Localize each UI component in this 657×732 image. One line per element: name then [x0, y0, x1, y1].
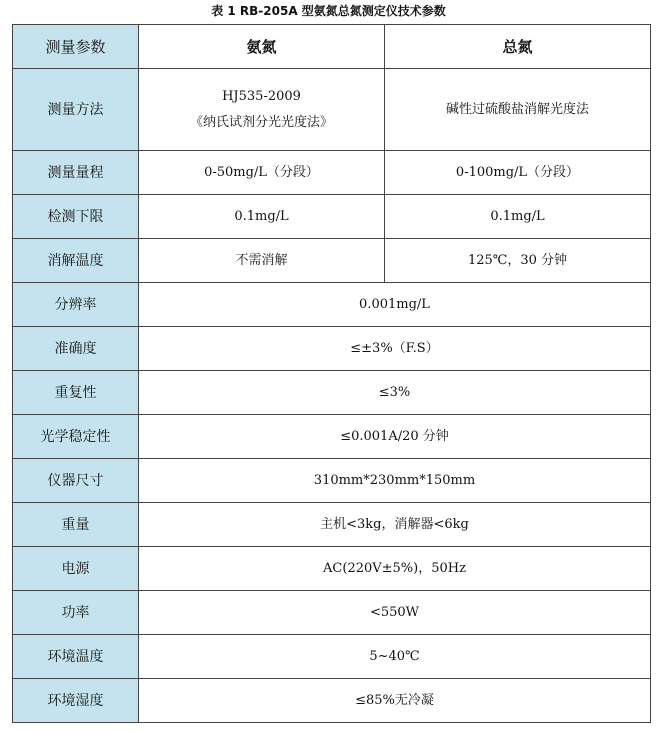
table-row	[13, 679, 651, 723]
table-row	[13, 591, 651, 635]
row-label: 检测下限	[13, 195, 139, 239]
shared-value-cell: ≤85%无冷凝	[139, 679, 651, 723]
ammonia-value-cell: 不需消解	[139, 239, 385, 283]
row-label: 环境温度	[13, 635, 139, 679]
table-row	[13, 283, 651, 327]
row-label: 消解温度	[13, 239, 139, 283]
spec-table	[12, 24, 651, 723]
table-row	[13, 327, 651, 371]
table-row	[13, 503, 651, 547]
shared-value-cell: 0.001mg/L	[139, 283, 651, 327]
row-label: 重复性	[13, 371, 139, 415]
shared-value-cell: ≤±3%（F.S）	[139, 327, 651, 371]
shared-value-cell: 5~40℃	[139, 635, 651, 679]
ammonia-method-cell	[139, 69, 385, 151]
total-nitrogen-value-cell: 125℃，30 分钟	[385, 239, 651, 283]
row-label: 功率	[13, 591, 139, 635]
header-param-cell: 测量参数	[13, 25, 139, 69]
header-ammonia-cell: 氨氮	[139, 25, 385, 69]
ammonia-method-name: 《纳氏试剂分光光度法》	[189, 114, 333, 130]
row-label: 环境湿度	[13, 679, 139, 723]
table-caption: 表 1 RB-205A 型氨氮总氮测定仪技术参数	[211, 4, 446, 18]
ammonia-method-standard: HJ535-2009	[222, 88, 301, 104]
row-label: 光学稳定性	[13, 415, 139, 459]
table-row	[13, 547, 651, 591]
shared-value-cell: <550W	[139, 591, 651, 635]
ammonia-value-cell: 0-50mg/L（分段）	[139, 151, 385, 195]
table-row	[13, 195, 651, 239]
table-row	[13, 151, 651, 195]
shared-value-cell: ≤3%	[139, 371, 651, 415]
table-row	[13, 459, 651, 503]
shared-value-cell: AC(220V±5%)，50Hz	[139, 547, 651, 591]
row-label: 仪器尺寸	[13, 459, 139, 503]
shared-value-cell: ≤0.001A/20 分钟	[139, 415, 651, 459]
row-label: 电源	[13, 547, 139, 591]
header-total-nitrogen-cell: 总氮	[385, 25, 651, 69]
row-label: 测量方法	[13, 69, 139, 151]
ammonia-value-cell: 0.1mg/L	[139, 195, 385, 239]
shared-value-cell: 310mm*230mm*150mm	[139, 459, 651, 503]
row-label: 测量量程	[13, 151, 139, 195]
table-header-row	[13, 25, 651, 69]
total-nitrogen-value-cell: 0.1mg/L	[385, 195, 651, 239]
table-row	[13, 635, 651, 679]
table-row	[13, 371, 651, 415]
row-label: 重量	[13, 503, 139, 547]
row-label: 准确度	[13, 327, 139, 371]
table-row	[13, 69, 651, 151]
table-row	[13, 239, 651, 283]
total-nitrogen-method-cell: 碱性过硫酸盐消解光度法	[385, 69, 651, 151]
table-row	[13, 415, 651, 459]
shared-value-cell: 主机<3kg，消解器<6kg	[139, 503, 651, 547]
row-label: 分辨率	[13, 283, 139, 327]
total-nitrogen-value-cell: 0-100mg/L（分段）	[385, 151, 651, 195]
